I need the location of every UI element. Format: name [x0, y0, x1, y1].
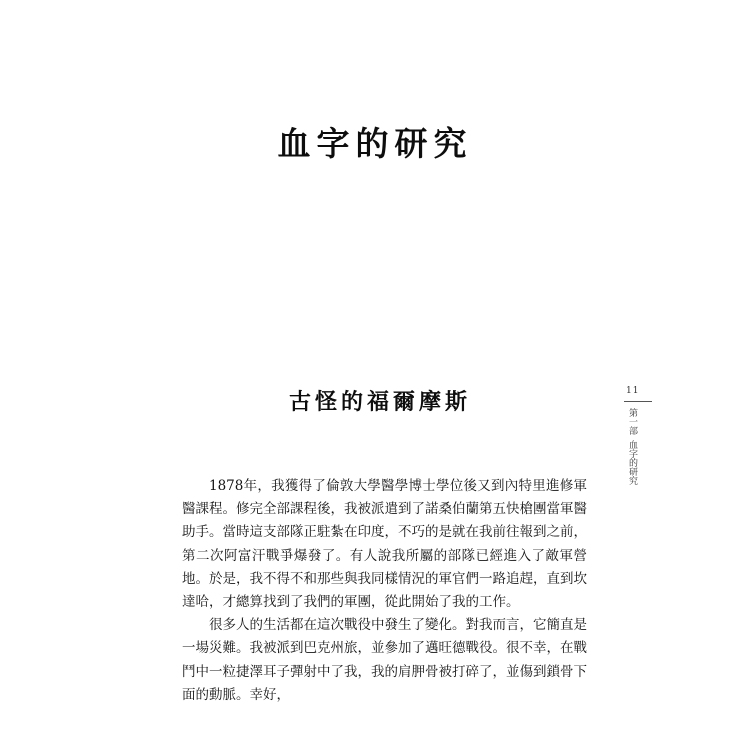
chapter-title: 古怪的福爾摩斯 — [288, 390, 471, 415]
paragraph-2: 很多人的生活都在這次戰役中發生了變化。對我而言，它簡直是一場災難。我被派到巴克州旅，並參加了邁旺德戰役。很不幸，在戰鬥中一粒捷澤耳子彈射中了我，我的肩胛骨被打碎了，並傷到鎖骨下面的動脈。幸好， — [182, 617, 587, 703]
running-head-rule — [624, 401, 652, 402]
running-head-section: 血字的研究 — [627, 440, 637, 485]
page-number: 11 — [626, 386, 640, 396]
part-title: 血字的研究 — [277, 124, 473, 163]
body-text — [182, 475, 587, 707]
running-head-part: 第一部 — [627, 408, 637, 435]
paragraph-1: 1878年，我獲得了倫敦大學醫學博士學位後又到內特里進修軍醫課程。修完全部課程後，我被派遣到了諾桑伯蘭第五快槍團當軍醫助手。當時這支部隊正駐紮在印度，不巧的是就在我前往報到之前，第二次阿富汗戰爭爆發了。有人說我所屬的部隊已經進入了敵軍營地。於是，我不得不和那些與我同樣情況的軍官們一路追趕，直到坎達哈，才總算找到了我們的軍團，從此開始了我的工作。 — [182, 478, 587, 611]
